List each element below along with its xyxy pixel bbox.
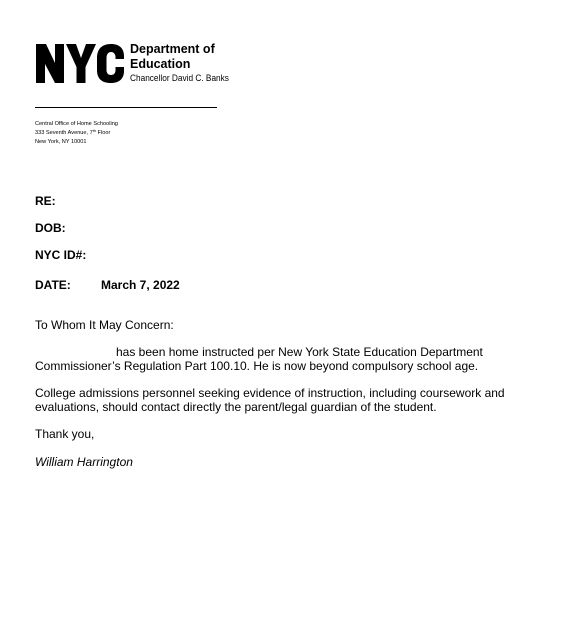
address-line-2-suffix: Floor — [96, 130, 111, 136]
letterhead-divider — [35, 107, 217, 108]
letterhead-logo — [35, 41, 231, 89]
paragraph-1-line-1: has been home instructed per New York State Education Department — [116, 345, 483, 359]
closing: Thank you, — [35, 427, 95, 441]
department-line-2: Education — [130, 57, 191, 71]
address-line-2 — [35, 129, 118, 138]
address-line-3: New York, NY 10001 — [35, 139, 87, 145]
paragraph-2-line-1: College admissions personnel seeking evidence of instruction, including coursework and — [35, 386, 505, 400]
office-address — [35, 120, 118, 147]
address-line-2-ordinal: th — [92, 128, 97, 133]
nyc-logo-icon — [35, 41, 127, 87]
signature: William Harrington — [35, 455, 133, 469]
paragraph-1 — [35, 346, 483, 373]
re-label: RE: — [35, 194, 56, 208]
paragraph-1-line-2: Commissioner’s Regulation Part 100.10. He is now beyond compulsory school age. — [35, 358, 479, 373]
address-line-2-prefix: 333 Seventh Avenue, 7 — [35, 130, 93, 136]
nyc-id-label: NYC ID#: — [35, 248, 87, 262]
date-value: March 7, 2022 — [101, 278, 180, 292]
salutation: To Whom It May Concern: — [35, 318, 174, 332]
address-line-1: Central Office of Home Schooling — [35, 121, 118, 127]
paragraph-2 — [35, 387, 505, 414]
department-line-1: Department of — [130, 42, 215, 56]
department-name — [130, 42, 215, 72]
paragraph-2-line-2: evaluations, should contact directly the parent/legal guardian of the student. — [35, 399, 437, 414]
date-label: DATE: — [35, 278, 71, 292]
chancellor-name: Chancellor David C. Banks — [130, 73, 229, 83]
dob-label: DOB: — [35, 221, 66, 235]
